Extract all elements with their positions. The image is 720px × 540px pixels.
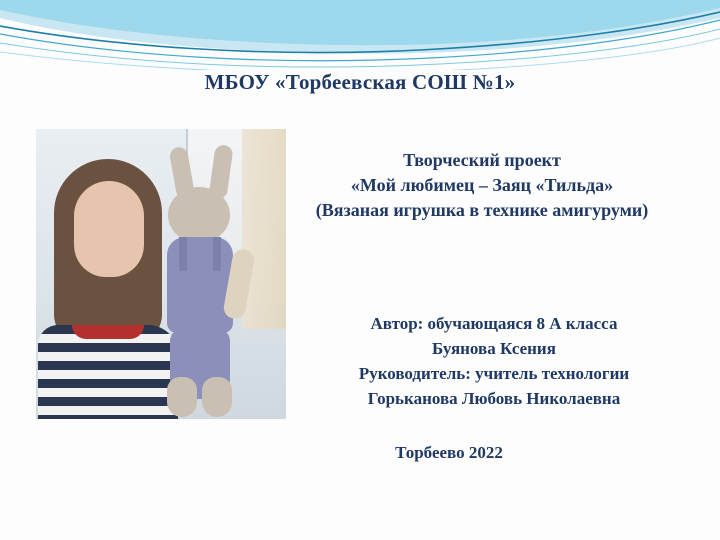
decorative-wave-banner xyxy=(0,0,720,70)
page-title: МБОУ «Торбеевская СОШ №1» xyxy=(204,70,516,94)
project-title-line-3: (Вязаная игрушка в технике амигуруми) xyxy=(315,200,649,220)
photo-bunny-body xyxy=(167,237,233,333)
authors-block xyxy=(294,311,694,411)
photo-bunny-right-foot xyxy=(202,377,232,417)
photo-bunny-head xyxy=(168,187,230,243)
photo-bunny-left-foot xyxy=(167,377,197,417)
photo-girl-face xyxy=(74,181,144,277)
photo-bunny-left-strap xyxy=(179,237,187,271)
project-title-line-2: «Мой любимец – Заяц «Тильда» xyxy=(350,175,614,195)
photo-girl-collar xyxy=(72,325,144,339)
supervisor-line: Руководитель: учитель технологии xyxy=(358,364,630,383)
author-name: Буянова Ксения xyxy=(432,339,556,358)
author-line: Автор: обучающаяся 8 А класса xyxy=(370,314,618,333)
photo-bunny-right-strap xyxy=(213,237,221,271)
photo-girl-striped-shirt xyxy=(38,325,178,419)
photo-image xyxy=(36,129,286,419)
project-title-line-1: Творческий проект xyxy=(403,150,561,170)
place-and-year: Торбеево 2022 xyxy=(395,443,503,462)
project-photo xyxy=(36,129,286,419)
project-title-block xyxy=(270,148,694,223)
supervisor-name: Горьканова Любовь Николаевна xyxy=(367,389,621,408)
